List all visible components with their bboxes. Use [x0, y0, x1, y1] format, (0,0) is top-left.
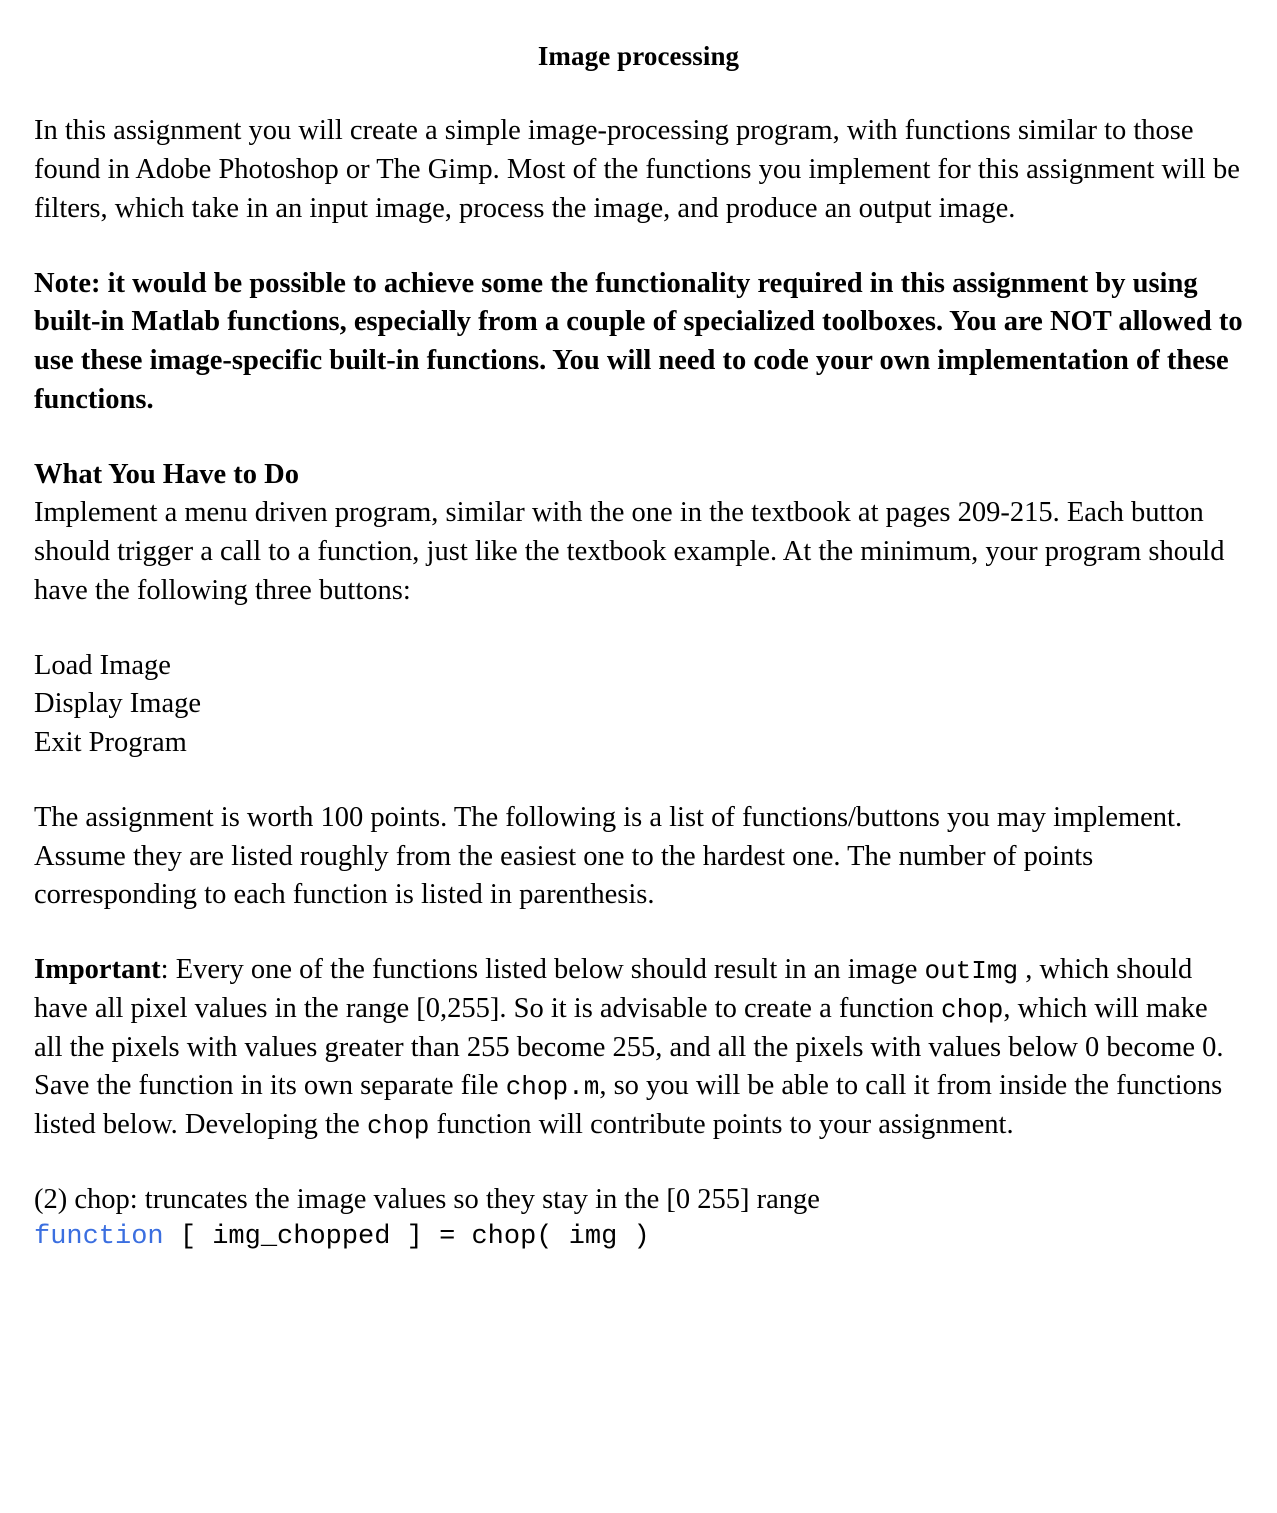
- points-paragraph: The assignment is worth 100 points. The following is a list of functions/buttons you may implement. Assume they are listed roughly from the easiest one to the hardest one. The number of points corresponding to each function is listed in parenthesis.: [34, 801, 1183, 911]
- code-signature-rest: [ img_chopped ] = chop( img ): [163, 1221, 650, 1252]
- code-signature-line: [34, 1220, 1243, 1255]
- document-content: [34, 40, 1243, 1255]
- chop-item-paragraph: (2) chop: truncates the image values so they stay in the [0 255] range: [34, 1183, 820, 1215]
- code-chop-2: chop: [366, 1111, 430, 1142]
- code-chop-m: chop.m: [505, 1072, 600, 1103]
- list-item: Exit Program: [34, 727, 187, 759]
- section-heading-what-you-have-to-do: What You Have to Do: [34, 458, 299, 490]
- important-part5: function will contribute points to your assignment.: [429, 1109, 1014, 1141]
- list-item: Load Image: [34, 649, 171, 681]
- important-label: Important: [34, 954, 161, 986]
- important-paragraph: [34, 951, 1243, 1145]
- important-part1: : Every one of the functions listed below should result in an image: [160, 954, 925, 986]
- important-part2: , which should have all pixel values in the range [0,255]. So it is advisable to create a function: [34, 954, 1193, 1024]
- code-outimg: outImg: [924, 956, 1019, 987]
- document-page: [0, 40, 1277, 1513]
- important-part4: , so you will be able to call it from inside the functions listed below. Developing the: [34, 1070, 1223, 1141]
- page-title: Image processing: [537, 41, 740, 71]
- important-part3: , which will make all the pixels with values greater than 255 become 255, and all the pixels with values below 0 become 0. Save the function in its own separate file: [34, 992, 1224, 1102]
- list-item: Display Image: [34, 688, 201, 720]
- note-paragraph: Note: it would be possible to achieve some the functionality required in this assignment by using built-in Matlab functions, especially from a couple of specialized toolboxes. You are NOT allowed to use these image-specific built-in functions. You will need to code your own implementation of these functions.: [34, 267, 1243, 415]
- note-block: [34, 265, 1243, 420]
- intro-paragraph: In this assignment you will create a simple image-processing program, with functions similar to those found in Adobe Photoshop or The Gimp. Most of the functions you implement for this assignment will be filters, which take in an input image, process the image, and produce an output image.: [34, 115, 1240, 224]
- what-to-do-paragraph: Implement a menu driven program, similar with the one in the textbook at pages 209-215. Each button should trigger a call to a function, just like the textbook example. At the minimum, your program should have the following three buttons:: [34, 497, 1225, 606]
- code-chop: chop: [940, 994, 1004, 1025]
- code-keyword-function: function: [34, 1221, 164, 1252]
